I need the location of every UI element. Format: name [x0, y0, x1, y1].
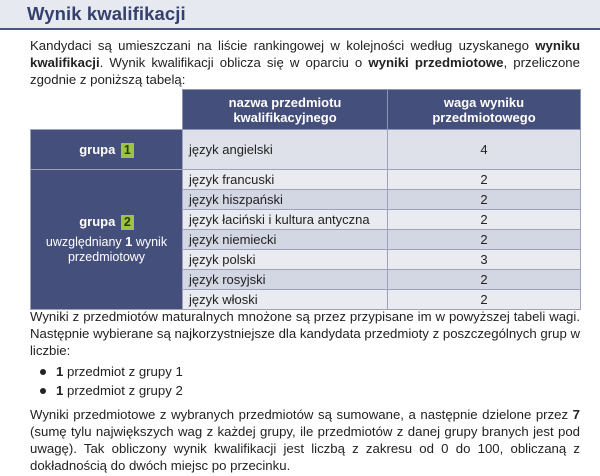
summary-text-2: (sumę tylu największych wag z każdej grupy, ile przedmiotów z danej grupy branych jest pod uwagę). Tak obliczony wynik kwalifikacji jest liczbą z zakresu od 0 do 100, obliczaną z dokładnością do dwóch miejsc po przecinku. [30, 424, 580, 473]
group-1-label: grupa [79, 141, 116, 157]
group-2-label: grupa [79, 214, 116, 229]
header-weight: waga wyniku przedmiotowego [388, 90, 581, 130]
group-2-cell [31, 170, 183, 310]
table-row [31, 170, 581, 190]
weights-table [30, 89, 581, 310]
weight-cell: 2 [388, 210, 581, 230]
header-subject: nazwa przedmiotu kwalifikacyjnego [183, 90, 388, 130]
intro-text-1: Kandydaci są umieszczani na liście rankingowej w kolejności według uzyskanego [30, 38, 536, 53]
subject-cell: język angielski [183, 130, 388, 170]
list-item [38, 381, 183, 400]
intro-section [30, 37, 580, 88]
subject-cell: język rosyjski [183, 270, 388, 290]
page-header [0, 0, 600, 30]
group-2-note-pre: uwzględniany [45, 235, 126, 249]
list-item-num: 1 [56, 383, 64, 398]
intro-bold-2: wyniki przedmiotowe [368, 55, 504, 70]
list-item [38, 362, 183, 381]
weight-cell: 2 [388, 230, 581, 250]
weight-cell: 2 [388, 270, 581, 290]
subject-cell: język hiszpański [183, 190, 388, 210]
weight-cell: 2 [388, 290, 581, 310]
list-item-text: przedmiot z grupy 2 [63, 383, 183, 398]
subject-cell: język polski [183, 250, 388, 270]
weight-cell: 2 [388, 190, 581, 210]
group-1-cell [31, 130, 183, 170]
group-2-note-post: wynik przedmiotowy [67, 235, 168, 264]
summary-text-1: Wyniki przedmiotowe z wybranych przedmiotów są sumowane, a następnie dzielone przez [30, 407, 573, 422]
group-count-list [38, 362, 183, 400]
summary-bold-divisor: 7 [572, 407, 580, 422]
summary-paragraph [30, 406, 580, 474]
page-title: Wynik kwalifikacji [27, 3, 186, 24]
group-2-badge: 2 [121, 215, 134, 230]
intro-text-3: , przeliczone zgodnie z poniższą tabelą: [30, 55, 580, 87]
table-header-row [31, 90, 581, 130]
table-row [31, 130, 581, 170]
subject-cell: język francuski [183, 170, 388, 190]
selection-section [30, 308, 580, 359]
subject-cell: język łaciński i kultura antyczna [183, 210, 388, 230]
weight-cell: 2 [388, 170, 581, 190]
intro-bold-1: wyniku kwalifikacji [30, 38, 580, 70]
table-header-empty [31, 90, 183, 130]
list-item-text: przedmiot z grupy 1 [63, 364, 183, 379]
intro-paragraph [30, 37, 580, 88]
weight-cell: 4 [388, 130, 581, 170]
group-1-badge: 1 [121, 143, 134, 158]
selection-paragraph: Wyniki z przedmiotów maturalnych mnożone są przez przypisane im w powyższej tabeli wagi. Następnie wybierane są najkorzystniejsze dla kandydata przedmioty z poszczególnych grup w liczbie: [30, 309, 580, 358]
summary-section [30, 406, 580, 474]
subject-cell: język niemiecki [183, 230, 388, 250]
weight-cell: 3 [388, 250, 581, 270]
group-2-heading [37, 214, 176, 230]
group-2-note [37, 234, 176, 265]
intro-text-2: . Wynik kwalifikacji oblicza się w oparciu o [99, 55, 369, 70]
subject-cell: język włoski [183, 290, 388, 310]
list-item-num: 1 [56, 364, 64, 379]
group-2-note-num: 1 [125, 234, 133, 249]
